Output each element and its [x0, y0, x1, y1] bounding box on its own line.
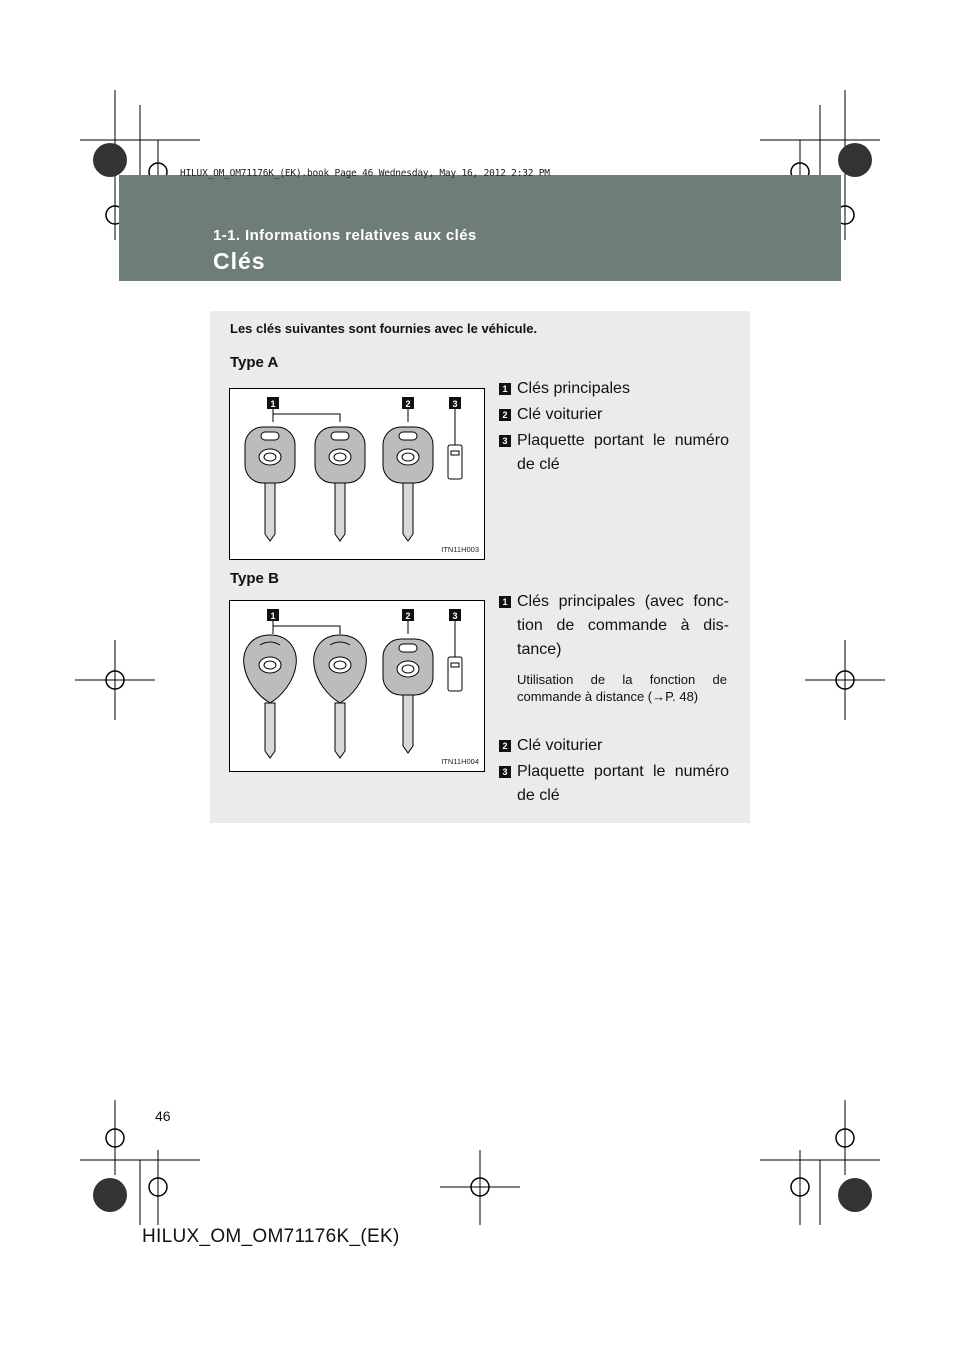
print-info-line: HILUX_OM_OM71176K_(EK).book Page 46 Wednesday, May 16, 2012 2:32 PM: [180, 168, 550, 179]
document-footer: HILUX_OM_OM71176K_(EK): [142, 1226, 400, 1247]
key-2-icon: [315, 427, 365, 541]
figure-code: ITN11H003: [441, 545, 479, 554]
remote-function-note: Utilisation de la fonction de commande à distance (→P. 48): [517, 672, 727, 704]
callout-badges: [267, 397, 461, 409]
key-1-icon: [245, 427, 295, 541]
page-number: 46: [155, 1108, 171, 1124]
keys-illustration-a: [230, 389, 486, 561]
type-a-figure: [229, 388, 485, 560]
type-b-item-2: 2 Clé voiturier: [499, 734, 729, 758]
type-b-figure: [229, 600, 485, 772]
callout-2: 2: [405, 399, 411, 409]
type-b-item-1: 1 Clés principales (avec fonc-tion de commande à dis-tance): [499, 590, 729, 662]
remote-key-1-icon: [244, 635, 297, 758]
intro-text: Les clés suivantes sont fournies avec le véhicule.: [230, 321, 538, 336]
keys-illustration-b: [230, 601, 486, 773]
type-a-label: Type A: [230, 354, 279, 371]
callout-1: 1: [270, 611, 276, 621]
callout-1: 1: [270, 399, 276, 409]
type-a-item-2: 2 Clé voiturier: [499, 403, 729, 427]
key-3-icon: [383, 427, 433, 541]
valet-key-icon: [383, 639, 433, 753]
type-a-item-3: 3 Plaquette portant le numéro de clé: [499, 429, 729, 477]
type-b-label: Type B: [230, 570, 279, 587]
type-b-item-3: 3 Plaquette portant le numéro de clé: [499, 760, 729, 808]
type-a-item-1: 1 Clés principales: [499, 377, 729, 401]
callout-badges: [267, 609, 461, 621]
section-title: 1-1. Informations relatives aux clés: [213, 227, 477, 244]
callout-3: 3: [452, 611, 458, 621]
figure-code: ITN11H004: [441, 757, 479, 766]
key-number-plate-icon: [448, 445, 462, 479]
callout-3: 3: [452, 399, 458, 409]
remote-key-2-icon: [314, 635, 367, 758]
page-title: Clés: [213, 248, 266, 274]
key-number-plate-icon: [448, 657, 462, 691]
callout-2: 2: [405, 611, 411, 621]
